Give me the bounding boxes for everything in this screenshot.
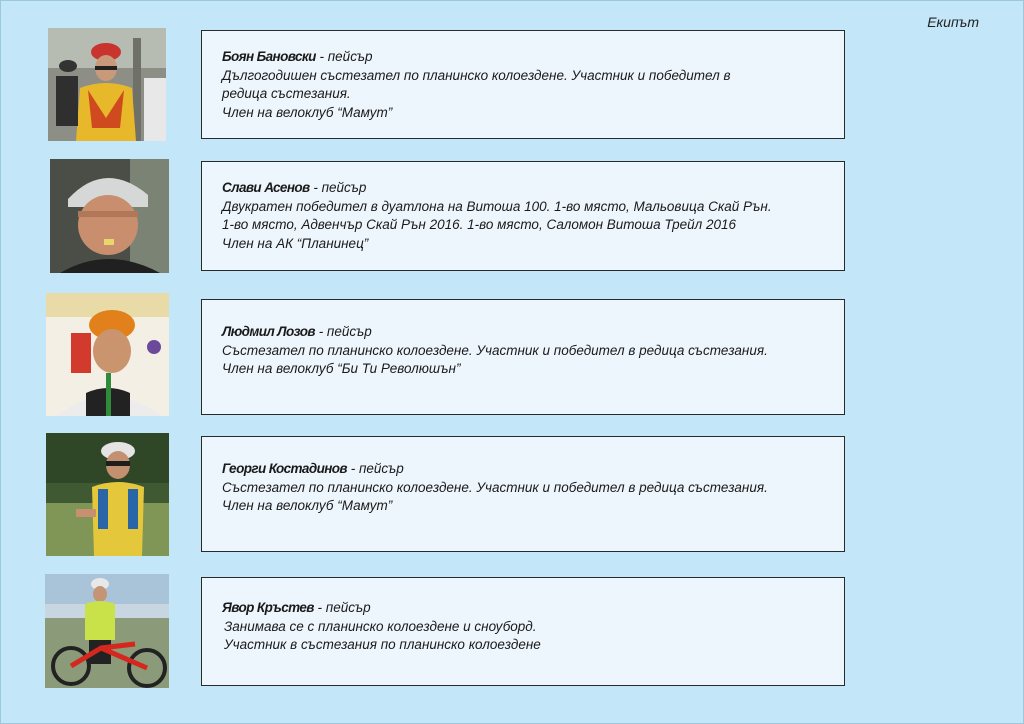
- member-description-line: Член на велоклуб “Би Ти Революшън”: [222, 361, 461, 376]
- member-heading: [222, 599, 824, 618]
- member-photo: [48, 28, 166, 141]
- member-description-line: Член на АК “Планинец”: [222, 235, 369, 251]
- member-heading: [222, 48, 824, 67]
- member-role: - пейсър: [314, 324, 372, 339]
- member-description-line: Дългогодишен състезател по планинско колоездене. Участник и победител в: [222, 67, 731, 83]
- member-description-line: Състезател по планинско колоездене. Участник и победител в редица състезания.: [222, 479, 768, 495]
- member-role: - пейсър: [309, 180, 367, 195]
- member-description-line: Участник в състезания по планинско колоездене: [224, 637, 541, 652]
- member-role: - пейсър: [315, 49, 373, 64]
- member-heading: [222, 179, 824, 198]
- member-description-line: Двукратен победител в дуатлона на Витоша 100. 1-во място, Мальовица Скай Рън.: [222, 198, 772, 214]
- member-photo: [50, 159, 169, 273]
- member-card: [201, 577, 845, 686]
- member-name: Слави Асенов: [222, 180, 310, 195]
- member-photo: [45, 574, 169, 688]
- member-card: [201, 30, 845, 139]
- member-name: Боян Бановски: [222, 49, 316, 64]
- member-description-line: Член на велоклуб “Мамут”: [222, 104, 393, 120]
- member-description-line: Състезател по планинско колоездене. Участник и победител в редица състезания.: [222, 342, 768, 358]
- member-name: Явор Кръстев: [222, 600, 314, 615]
- member-card: [201, 299, 845, 415]
- member-name: Георги Костадинов: [222, 461, 347, 476]
- member-role: - пейсър: [313, 600, 371, 615]
- member-description-line: 1-во място, Адвенчър Скай Рън 2016. 1-во място, Саломон Витоша Трейл 2016: [222, 217, 737, 232]
- member-description-line: Занимава се с планинско колоездене и сноуборд.: [224, 618, 537, 634]
- member-heading: [222, 323, 824, 342]
- page-title: Екипът: [927, 14, 979, 30]
- member-name: Людмил Лозов: [222, 324, 315, 339]
- member-card: [201, 436, 845, 552]
- member-heading: [222, 460, 824, 479]
- member-photo: [46, 433, 169, 556]
- member-role: - пейсър: [346, 461, 404, 476]
- member-card: [201, 161, 845, 271]
- member-description-line: Член на велоклуб “Мамут”: [222, 498, 393, 513]
- member-photo: [46, 293, 169, 416]
- member-description-line: редица състезания.: [222, 86, 351, 101]
